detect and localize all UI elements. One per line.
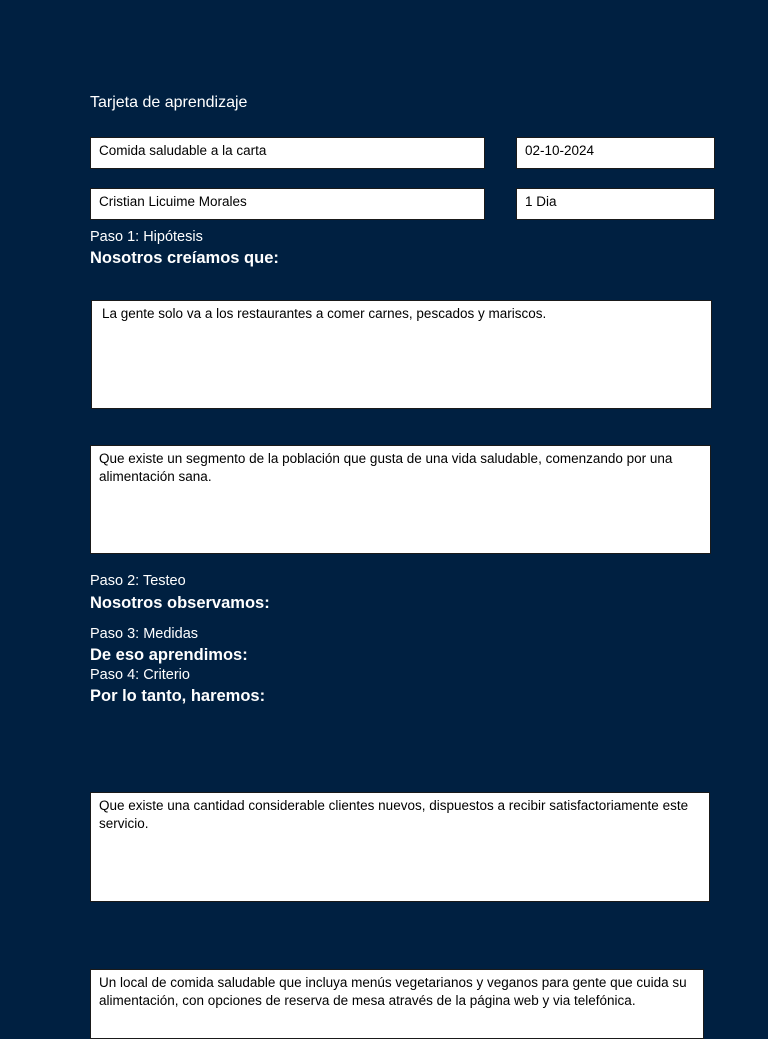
duration-field[interactable]: 1 Dia xyxy=(516,188,715,220)
date-field[interactable]: 02-10-2024 xyxy=(516,137,715,169)
step4-heading: Por lo tanto, haremos: xyxy=(90,687,266,705)
hypothesis-box[interactable]: Que existe un segmento de la población que gusta de una vida saludable, comenzando por una alimentación sana. xyxy=(90,445,711,554)
author-field[interactable]: Cristian Licuime Morales xyxy=(90,188,485,220)
belief-box[interactable]: La gente solo va a los restaurantes a comer carnes, pescados y mariscos. xyxy=(91,300,712,409)
project-name-field[interactable]: Comida saludable a la carta xyxy=(90,137,485,169)
step2-heading: Nosotros observamos: xyxy=(90,594,270,612)
step1-heading: Nosotros creíamos que: xyxy=(90,249,279,267)
step1-label: Paso 1: Hipótesis xyxy=(90,229,203,245)
step2-label: Paso 2: Testeo xyxy=(90,573,186,589)
page-title: Tarjeta de aprendizaje xyxy=(90,94,248,111)
step3-label: Paso 3: Medidas xyxy=(90,626,199,642)
step4-label: Paso 4: Criterio xyxy=(90,667,190,683)
learning-box[interactable]: Que existe una cantidad considerable clientes nuevos, dispuestos a recibir satisfactoriamente este servicio. xyxy=(90,792,710,902)
action-box[interactable]: Un local de comida saludable que incluya menús vegetarianos y veganos para gente que cuida su alimentación, con opciones de reserva de mesa através de la página web y via telefónica. xyxy=(90,969,704,1039)
step3-heading: De eso aprendimos: xyxy=(90,646,248,664)
